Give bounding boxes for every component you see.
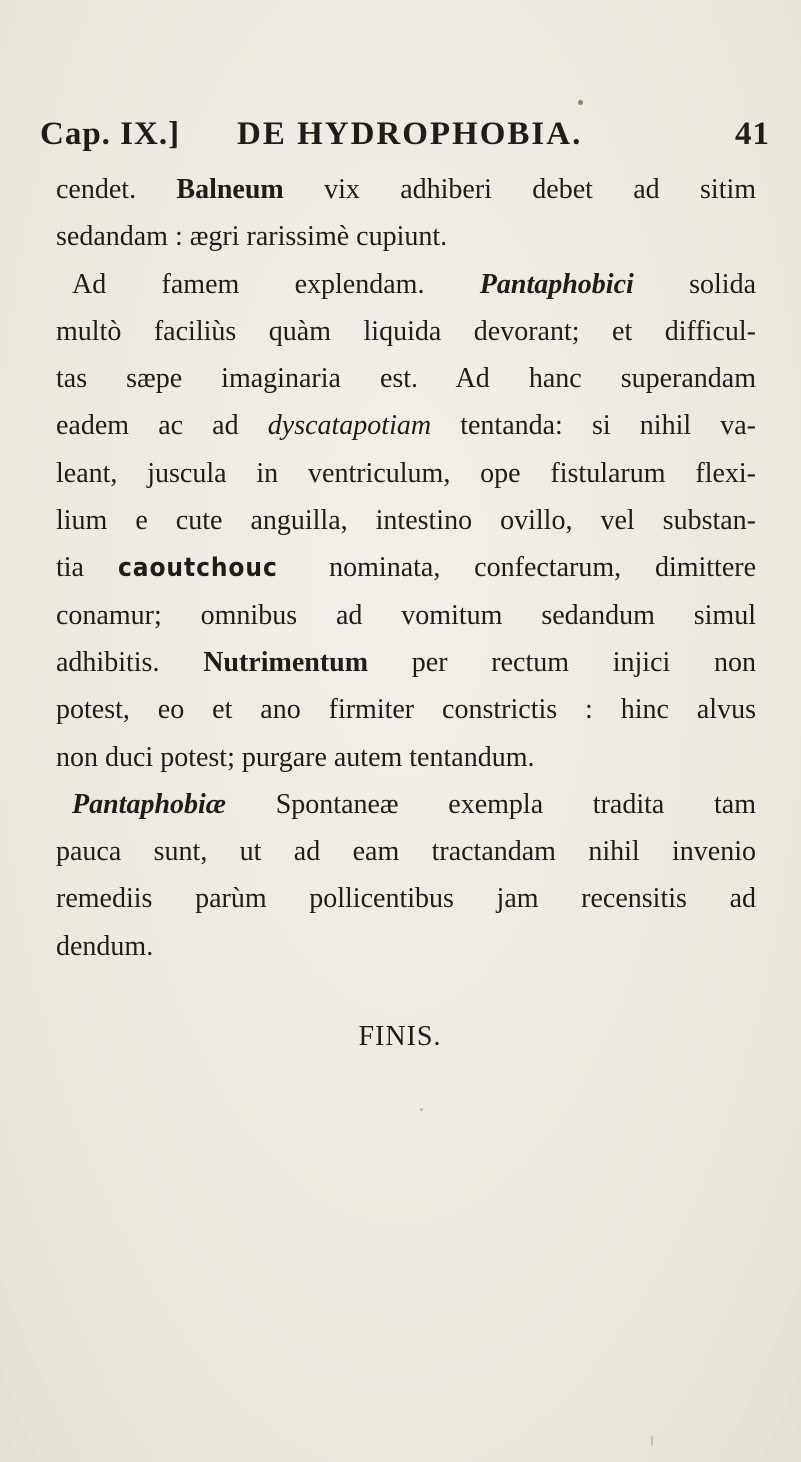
- text-run: Ad famem explendam.: [72, 268, 425, 300]
- text-run: Nutrimentum: [203, 646, 369, 678]
- body-text: [56, 166, 756, 970]
- text-line: pauca sunt, ut ad eam tractandam nihil invenio: [56, 836, 756, 868]
- text-run: caoutchouc: [117, 553, 278, 584]
- text-line: [56, 639, 756, 686]
- text-run: adhibitis.: [56, 646, 160, 678]
- text-line: [56, 261, 756, 308]
- text-run: nominata, confectarum, dimittere: [329, 552, 757, 584]
- text-run: eadem ac ad: [56, 410, 239, 442]
- text-line: [56, 402, 756, 449]
- running-title: DE HYDROPHOBIA.: [237, 116, 583, 152]
- text-run: solida: [689, 268, 757, 300]
- text-line: tas sæpe imaginaria est. Ad hanc superandam: [56, 363, 756, 395]
- text-line: lium e cute anguilla, intestino ovillo, vel substan-: [56, 505, 756, 537]
- text-run: Pantaphobiæ: [72, 788, 227, 820]
- text-line: sedandam : ægri rarissimè cupiunt.: [56, 221, 448, 253]
- text-line: remediis parùm pollicentibus jam recensitis ad: [56, 883, 756, 915]
- finis-label: FINIS.: [358, 1021, 442, 1052]
- text-run: tia: [56, 552, 84, 584]
- text-line: multò faciliùs quàm liquida devorant; et difficul-: [56, 315, 756, 347]
- text-line: leant, juscula in ventriculum, ope fistularum flexi-: [56, 457, 756, 489]
- text-run: Pantaphobici: [479, 268, 634, 300]
- text-line: [56, 166, 756, 213]
- paper-speck: [420, 1108, 423, 1111]
- text-run: vix adhiberi debet ad sitim: [324, 174, 757, 205]
- text-run: per rectum injici non: [411, 646, 757, 678]
- text-run: cendet.: [56, 174, 137, 205]
- text-line: dendum.: [56, 930, 154, 962]
- text-run: Balneum: [176, 174, 284, 205]
- text-run: Spontaneæ exempla tradita tam: [275, 788, 756, 820]
- chapter-label: Cap. IX.]: [40, 116, 181, 152]
- paper-speck: [578, 100, 583, 105]
- running-head: [40, 116, 770, 152]
- page-number: 41: [735, 116, 770, 152]
- text-run: dyscatapotiam: [267, 410, 432, 442]
- text-line: [56, 781, 756, 828]
- text-line: potest, eo et ano firmiter constrictis : hinc alvus: [56, 694, 756, 726]
- text-line: conamur; omnibus ad vomitum sedandum simul: [56, 599, 756, 631]
- text-line: [56, 544, 756, 591]
- text-line: non duci potest; purgare autem tentandum.: [56, 741, 535, 773]
- paper-speck: [651, 1436, 653, 1446]
- text-run: tentanda: si nihil va-: [460, 410, 757, 442]
